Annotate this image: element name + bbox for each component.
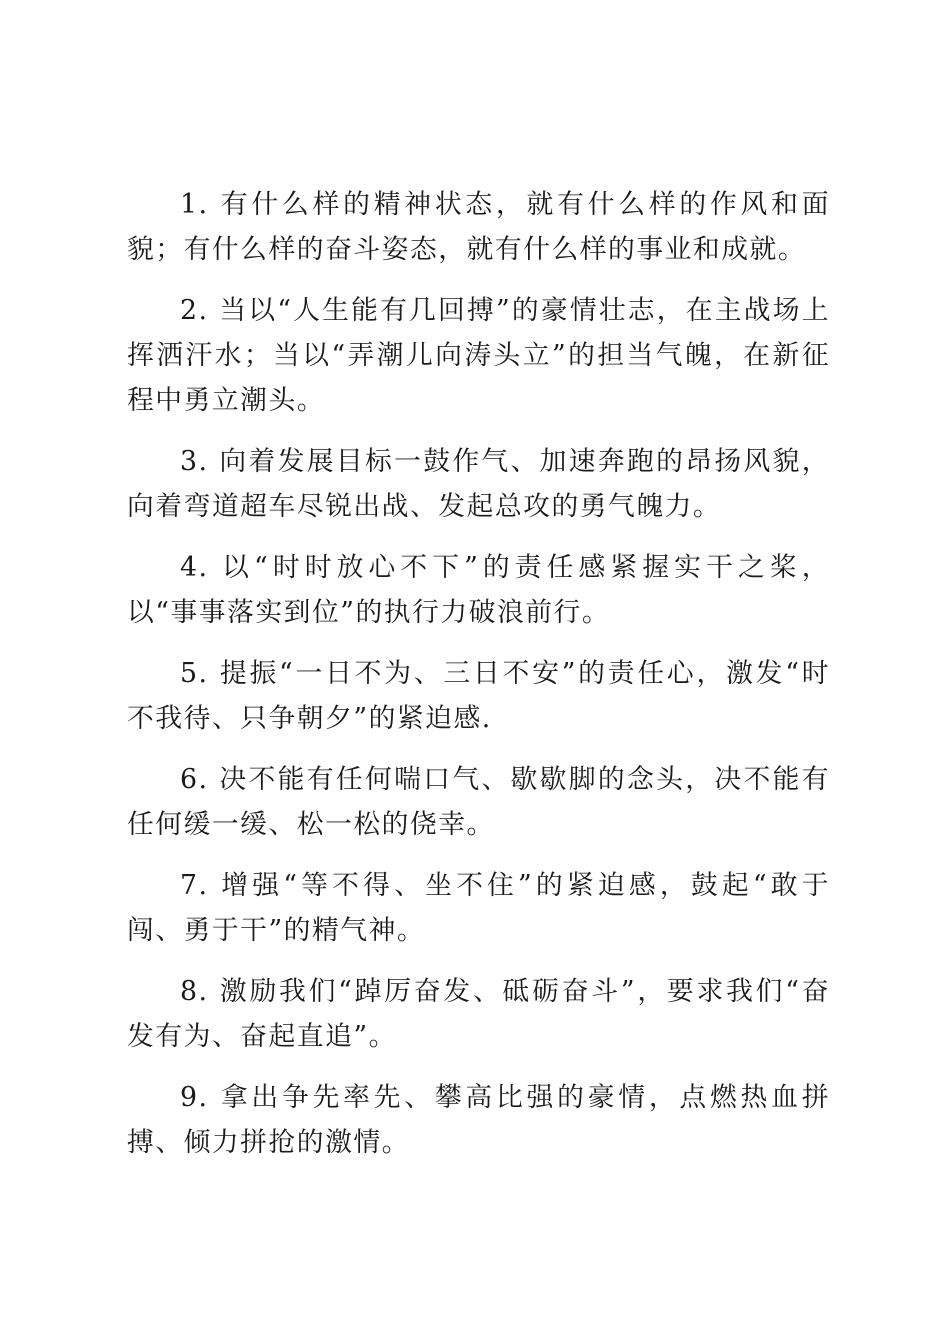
document-body bbox=[127, 182, 830, 1181]
paragraph-2: 2. 当以“人生能有几回搏”的豪情壮志，在主战场上挥洒汗水；当以“弄潮儿向涛头立”的担当气魄，在新征程中勇立潮头。 bbox=[127, 295, 830, 416]
paragraph-1: 1. 有什么样的精神状态，就有什么样的作风和面貌；有什么样的奋斗姿态，就有什么样的事业和成就。 bbox=[127, 189, 830, 265]
paragraph-3: 3. 向着发展目标一鼓作气、加速奔跑的昂扬风貌，向着弯道超车尽锐出战、发起总攻的勇气魄力。 bbox=[127, 446, 830, 522]
paragraph-5: 5. 提振“一日不为、三日不安”的责任心，激发“时不我待、只争朝夕”的紧迫感. bbox=[127, 658, 830, 734]
paragraph-7: 7. 增强“等不得、坐不住”的紧迫感，鼓起“敢于闯、勇于干”的精气神。 bbox=[127, 870, 830, 946]
paragraph-6: 6. 决不能有任何喘口气、歇歇脚的念头，决不能有任何缓一缓、松一松的侥幸。 bbox=[127, 764, 830, 840]
paragraph-9: 9. 拿出争先率先、攀高比强的豪情，点燃热血拼搏、倾力拼抢的激情。 bbox=[127, 1082, 830, 1158]
paragraph-4: 4. 以“时时放心不下”的责任感紧握实干之桨，以“事事落实到位”的执行力破浪前行。 bbox=[127, 552, 830, 628]
paragraph-8: 8. 激励我们“踔厉奋发、砥砺奋斗”，要求我们“奋发有为、奋起直追”。 bbox=[127, 976, 830, 1052]
